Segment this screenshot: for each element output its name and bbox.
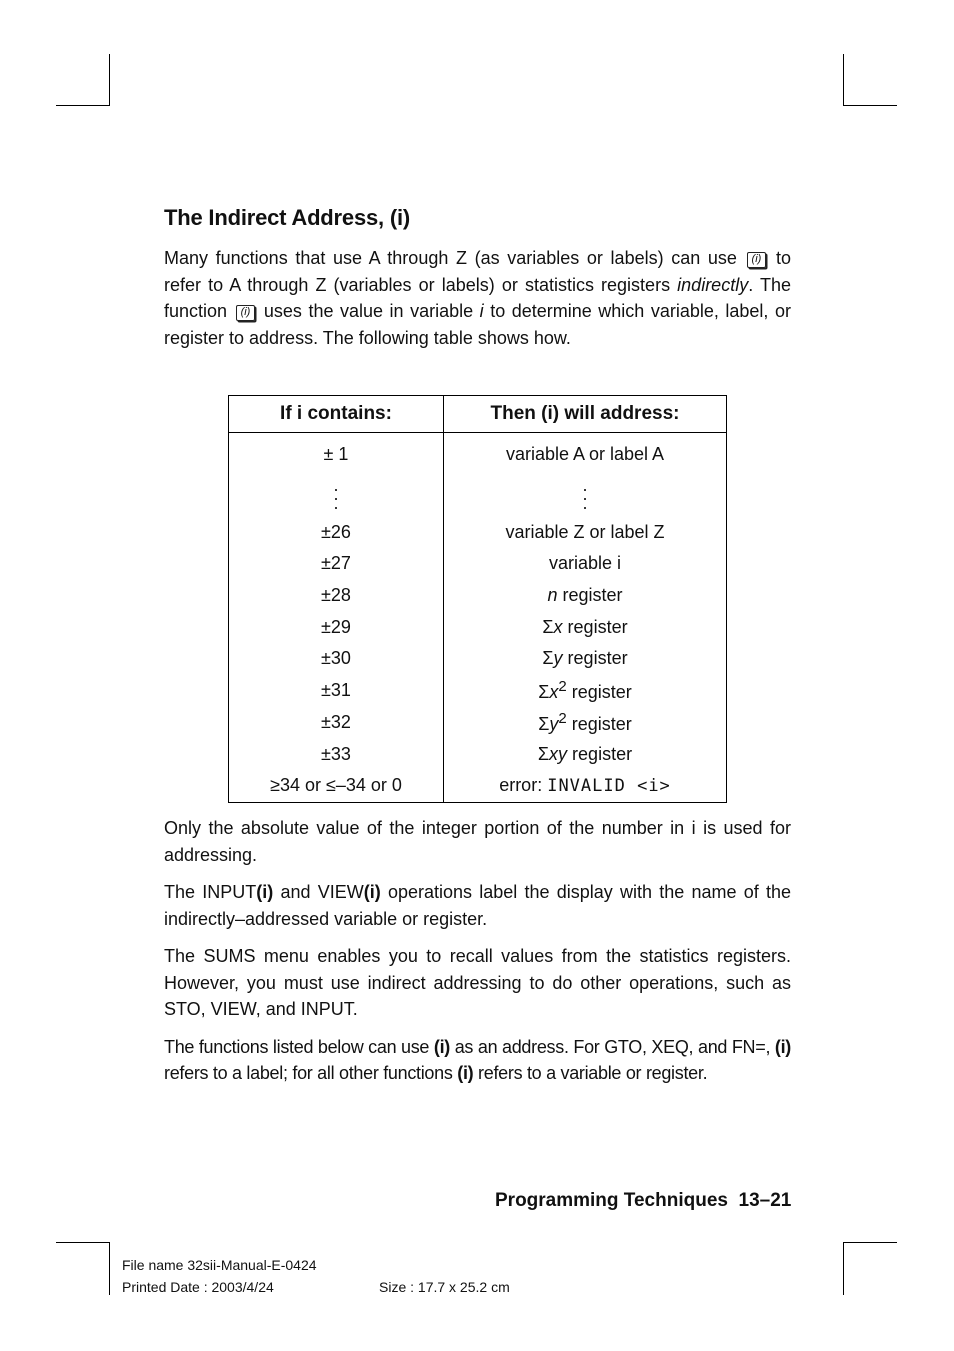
intro-paragraph — [164, 245, 791, 351]
register-variable-name: n — [547, 585, 558, 606]
table-cell-address — [444, 580, 727, 612]
table-row — [229, 611, 727, 643]
crop-mark-bottom-left-horizontal — [56, 1242, 110, 1243]
sigma-symbol: Σ — [538, 682, 550, 703]
section-heading: The Indirect Address, (i) — [164, 205, 411, 230]
register-variable-name: y — [553, 648, 563, 669]
table-cell-address — [444, 675, 727, 707]
address-text: register — [562, 616, 628, 637]
intro-text-b: to refer to A through Z (variables or labels) or statistics registers — [164, 248, 791, 295]
paragraph-sums-menu: The SUMS menu enables you to recall values from the statistics registers. However, you must use indirect addressing to do other operations, such as STO, VIEW, and INPUT. — [164, 946, 791, 1019]
input-view-bold-i-2: (i) — [363, 882, 381, 902]
table-row — [229, 738, 727, 770]
input-view-text-a: The INPUT — [164, 882, 257, 902]
address-text: variable i — [548, 553, 622, 574]
table-cell-i-value: ±27 — [229, 548, 444, 580]
table-cell-address: . . . — [444, 471, 727, 517]
table-cell-address — [444, 707, 727, 739]
register-exponent: 2 — [558, 678, 567, 696]
crop-mark-top-right-horizontal — [843, 105, 897, 106]
functions-bold-i-2: (i) — [774, 1036, 791, 1057]
intro-text-e: to determine which variable, label, or register to address. The following table shows how. — [164, 301, 791, 348]
intro-emphasis-i: i — [479, 301, 484, 321]
address-text: variable Z or label Z — [505, 521, 665, 542]
table-row — [229, 471, 727, 517]
table-cell-address — [444, 433, 727, 471]
paragraph-functions — [164, 1034, 791, 1087]
file-name-label: File name 32sii-Manual-E-0424 — [122, 1257, 317, 1273]
address-text: register — [557, 585, 623, 606]
crop-mark-bottom-right-vertical — [843, 1242, 844, 1295]
table-row — [229, 707, 727, 739]
functions-bold-i-1: (i) — [433, 1036, 450, 1057]
paragraph-input-view — [164, 879, 791, 932]
sigma-symbol: Σ — [537, 743, 550, 764]
table-row — [229, 516, 727, 548]
sigma-symbol: Σ — [542, 616, 554, 637]
crop-mark-top-left-vertical — [109, 54, 110, 106]
table-cell-i-value: ±30 — [229, 643, 444, 675]
table-body — [229, 433, 727, 803]
crop-mark-bottom-left-vertical — [109, 1242, 110, 1295]
table-cell-address — [444, 548, 727, 580]
table-cell-i-value: ±26 — [229, 516, 444, 548]
indirect-address-table — [228, 395, 727, 803]
functions-text-g: refers to a variable or register. — [473, 1063, 708, 1083]
table-header-then-address: Then (i) will address: — [444, 396, 727, 433]
functions-text-a: The functions listed below can use — [164, 1036, 434, 1057]
table-cell-address — [444, 770, 727, 802]
table-row — [229, 433, 727, 471]
intro-text-d: uses the value in variable — [263, 301, 474, 321]
register-variable-name: y — [549, 713, 559, 734]
table-cell-i-value: ±28 — [229, 580, 444, 612]
table-cell-address — [444, 516, 727, 548]
sigma-symbol: Σ — [542, 648, 554, 669]
intro-section — [164, 205, 791, 351]
table-cell-address — [444, 738, 727, 770]
table-cell-i-value: . . . — [229, 471, 444, 517]
functions-text-c: as an address. For GTO, XEQ, and FN=, — [449, 1036, 775, 1057]
table-header-if-i-contains: If i contains: — [229, 396, 444, 433]
register-exponent: 2 — [558, 709, 567, 727]
table-row — [229, 548, 727, 580]
functions-bold-i-3: (i) — [457, 1063, 474, 1083]
input-view-text-e: operations label the display with the name of the indirectly–addressed variable or register. — [164, 882, 791, 929]
table-cell-address — [444, 611, 727, 643]
register-variable-name: xy — [549, 743, 568, 764]
table-header-row — [229, 396, 727, 433]
functions-text-e: refers to a label; for all other functions — [164, 1063, 458, 1083]
crop-mark-bottom-right-horizontal — [843, 1242, 897, 1243]
table-cell-i-value: ±32 — [229, 707, 444, 739]
indirect-key-icon: (i) — [236, 305, 256, 321]
table-cell-i-value: ±31 — [229, 675, 444, 707]
table-cell-i-value: ≥34 or ≤–34 or 0 — [229, 770, 444, 802]
table-row — [229, 675, 727, 707]
printed-date-label: Printed Date : 2003/4/24 — [122, 1279, 274, 1295]
address-text: register — [562, 648, 628, 669]
address-text: register — [566, 713, 632, 734]
lcd-error-message: INVALID <i> — [547, 776, 671, 797]
intro-emphasis-indirectly: indirectly — [677, 274, 749, 295]
table-row — [229, 643, 727, 675]
register-variable-name: x — [553, 616, 563, 637]
intro-text-c: . The function — [164, 274, 791, 321]
table-cell-i-value: ±33 — [229, 738, 444, 770]
table-row — [229, 580, 727, 612]
table-cell-i-value: ±29 — [229, 611, 444, 643]
intro-text-a: Many functions that use A through Z (as variables or labels) can use — [164, 248, 737, 268]
size-label: Size : 17.7 x 25.2 cm — [379, 1279, 510, 1295]
input-view-bold-i-1: (i) — [256, 882, 274, 902]
register-variable-name: x — [549, 682, 559, 703]
address-text: register — [567, 743, 633, 764]
input-view-text-c: and VIEW — [273, 882, 364, 902]
indirect-key-icon: (i) — [747, 252, 767, 268]
table-row — [229, 770, 727, 802]
page-footer-section-title: Programming Techniques 13–21 — [495, 1190, 792, 1211]
address-text: variable A or label A — [505, 444, 665, 465]
table-cell-address — [444, 643, 727, 675]
sigma-symbol: Σ — [538, 713, 550, 734]
crop-mark-top-right-vertical — [843, 54, 844, 106]
crop-mark-top-left-horizontal — [56, 105, 110, 106]
table-cell-i-value: ± 1 — [229, 433, 444, 471]
paragraph-absolute-value: Only the absolute value of the integer portion of the number in i is used for addressing. — [164, 818, 791, 865]
address-text: error: — [499, 775, 548, 796]
address-text: register — [566, 682, 632, 703]
body-section — [164, 815, 791, 1087]
